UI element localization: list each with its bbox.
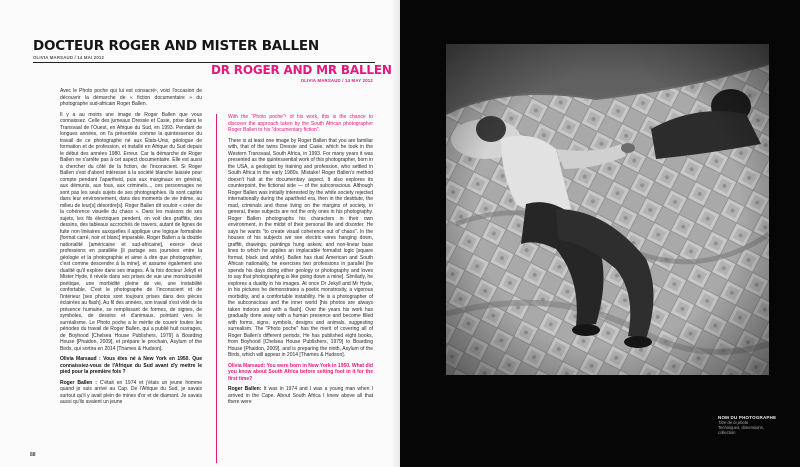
french-title: DOCTEUR ROGER AND MISTER BALLEN [33,38,319,54]
english-byline: OLIVIA MARSAUD / 14 MAY 2012 [300,78,373,83]
english-column [228,114,373,460]
english-interview-answer [228,386,373,406]
english-interview-question: Olivia Marsaud: You were born in New York in 1950. What did you know about South Africa before setting foot in it for the first time? [228,362,373,382]
english-title: DR ROGER AND MR BALLEN [211,63,392,77]
book-gutter [392,0,408,467]
french-column [60,88,202,460]
english-lede: With the "Photo poche"¹ of his work, this is the chance to discover the approach taken by the South African photographer Roger Ballen to his "documentary fiction". [228,114,373,133]
french-interview-question: Olivia Marsaud : Vous êtes né à New York en 1950. Que connaissiez-vous de l'Afrique du Sud avant d'y mettre le pied pour la première fois ? [60,356,202,375]
column-divider [216,114,217,463]
french-byline: OLIVIA MARSAUD / 14 MAI 2012 [33,55,105,60]
photograph [446,44,769,375]
caption-photo-title: Titre de la photo [718,420,749,425]
page-number: 88 [30,452,36,458]
french-paragraph-intro: Avec le Photo poche qui lui est consacré¹, voici l'occasion de découvrir la démarche de « fiction documentaire » du photographe sud-africain Roger Ballen. [60,88,202,107]
english-paragraph-body: There is at least one image by Roger Ballen that you are familiar with, that of the twins Dressie and Casie, which he took in the Western Transvaal, South Africa, in 1993. For many years it was presented as the quintessential work of this photographer, born in the USA, a geologist by training and profession, who settled in South Africa in the early 1980s. Mistake! Roger Ballen's method doesn't halt at the documentary aspect. It also explores its counterpoint, the fictional side — of the subconscious. Although Roger Ballen was initially interested by the white society rejected internationally during the apartheid era, then in the destitute, the mad, criminals and those living on the margins of society, in general, these subjects are not the only ones in his photography. Roger Ballen photographs his characters in their own environment, in the midst of their personal life and disorder. He says he wants "to create visual coherence out of chaos". In the houses of his subjects we see electric wires hanging down, graffiti, drawings, paintings hung askew, and non-linear base lines to which he applies an implacable formalist logic [square format, black and white]. Ballen has dual American and South African nationality, he exercises two professions in parallel [he spends his days doing either geology or photography and loves to say that photographing is like going down a mine]. Similarly, he explores a duality in his images. At once Dr Jekyll and Mr Hyde, in his pictures he demonstrates a poetic monstrosity, a vigorous morbidity, and a comfortable instability. He is a photographer of the subconscious and the inner world [his photos are always taken indoors and with a flash]. Over the years his work has gradually done away with a human presence and become filled with forms, signs, symbols, designs and animals, suggesting surrealism. The "Photo poche" has the merit of covering all of Roger Ballen's different periods. He has published eight books, from Boyhood [Chelsea House Publishers, 1979] to Boarding House [Phaidon, 2009], and is preparing the ninth, Asylum of the Birds, which will appear in 2014 [Thames & Hudson]. [228,137,373,358]
french-paragraph-body: Il y a au moins une image de Roger Ballen que vous connaissez. Celle des jumeaux Dressie et Casie, prise dans le Transvaal de l'Ouest, en Afrique du Sud, en 1993. Pendant de longues années, on l'a présentée comme la quintessence du travail de ce photographe né aux États-Unis, géologue de formation et de profession, et installé en Afrique du Sud depuis le début des années 1980. Erreur. Car la démarche de Roger Ballen ne s'arrête pas à cet aspect documentaire. Elle est aussi à chercher du côté de la fiction, de l'inconscient. Si Roger Ballen s'est d'abord intéressé à la société blanche laissée pour compte pendant l'apartheid, puis aux marginaux en général, aux démunis, aux fous, aux criminels..., ces personnages ne sont pas les seuls sujets de ses photographies. Ils sont captés dans leur environnement, dans des moments de vie intime, au milieu de leur[s] désordre[s]. Roger Ballen dit vouloir « créer de la cohérence visuelle du chaos ». Dans les maisons de ses sujets, les fils électriques pendent, on voit des graffitis, des dessins, des tableaux accrochés de travers, autant de lignes de fuite non linéaires auxquelles il applique une logique formaliste [format carré, noir et blanc] imparable. Roger Ballen a la double nationalité [américaine et sud-africaine], exerce deux professions en parallèle [il partage ses journées entre la géologie et la photographie et aime à dire que photographier, c'est comme descendre à la mine], et assume également une dualité qu'il explore dans ses images. À la fois docteur Jekyll et Mister Hyde, il révèle dans ses prises de vue une monstruosité poétique, une morbidité pleine de vie, une instabilité confortable. C'est le photographe de l'inconscient et de l'intérieur [ses photos sont toujours prises dans des pièces éclairées au flash]. Au fil des années, son travail s'est vidé de la présence humaine, se remplissant de formes, de signes, de symboles, de dessins et d'animaux, pointant vers le surréalisme. Le Photo poche a le mérite de couvrir toutes les périodes du travail de Roger Ballen, qui a publié huit ouvrages, de Boyhood [Chelsea House Publishers, 1979] à Boarding House [Phaidon, 2009], et prépare le prochain, Asylum of the Birds, qui sortira en 2014 [Thames & Hudson]. [60,111,202,352]
photo-caption [718,415,778,436]
french-interview-answer [60,380,202,406]
english-answer-label: Roger Ballen: [228,386,262,392]
caption-photo-details: Techniques, dimensions, collection [718,425,764,436]
english-answer-text: It was in 1974 and I was a young man when I arrived in the Cape. About South Africa I knew above all that there were [228,386,373,405]
french-answer-label: Roger Ballen : [60,379,97,386]
photograph-image [446,44,769,375]
caption-photographer-name: NOM DU PHOTOGRAPHE [718,415,777,420]
french-answer-text: C'était en 1974 et j'étais un jeune homme quand je suis arrivé au Cap. De l'Afrique du Sud, je savais surtout qu'il y avait plein de mines d'or et de diamant. Je savais aussi qu'ils avaient un jeune [60,379,202,405]
